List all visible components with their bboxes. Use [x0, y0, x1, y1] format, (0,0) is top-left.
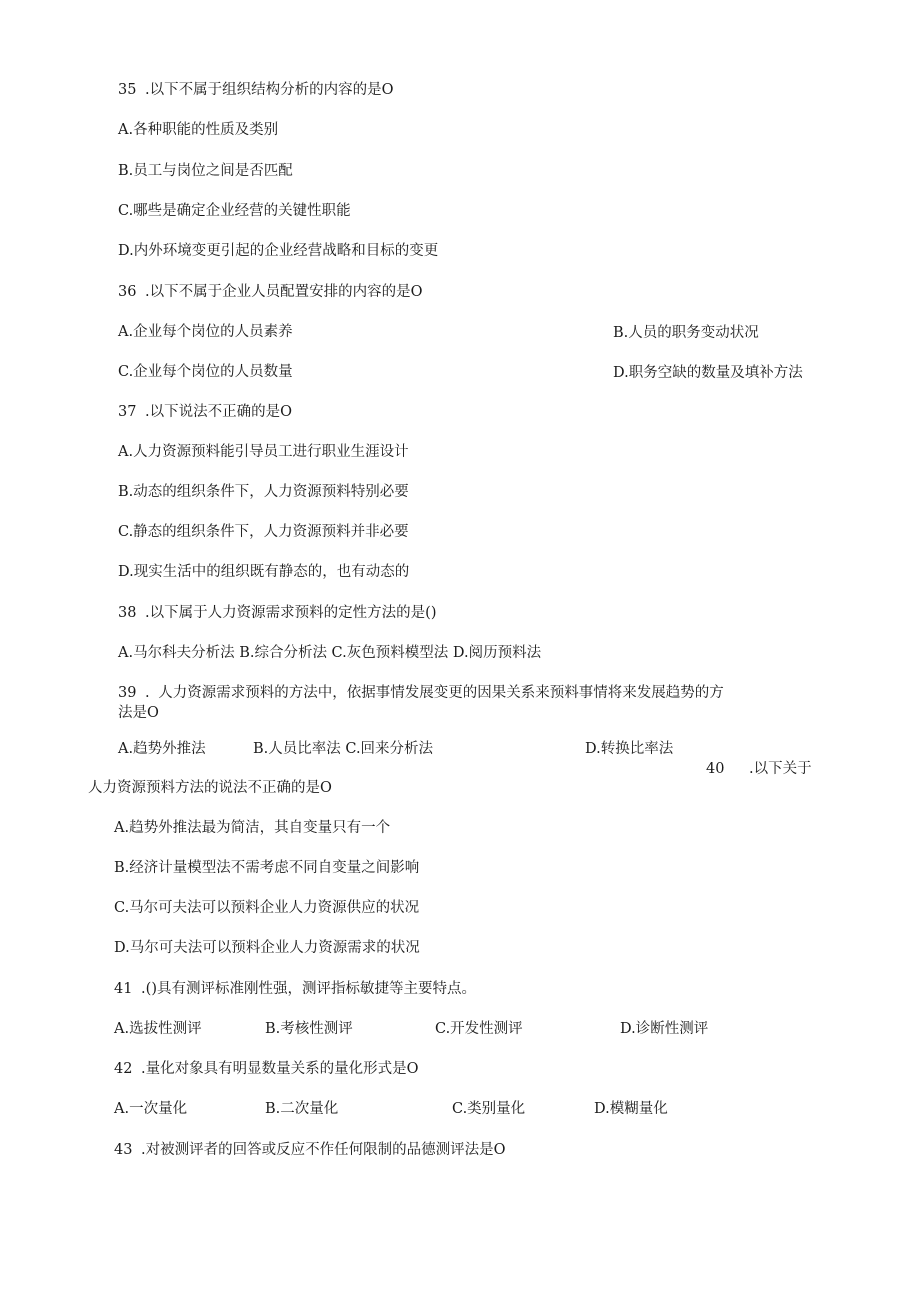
option-36-b: B.人员的职务变动状况 — [613, 325, 759, 341]
option-41-b: B.考核性测评 — [265, 1021, 353, 1037]
option-42-d: D.模糊量化 — [594, 1101, 668, 1117]
question-42: 42 .量化对象具有明显数量关系的量化形式是O — [114, 1061, 419, 1077]
question-40: 40 .以下关于 — [706, 761, 812, 777]
question-36: 36 .以下不属于企业人员配置安排的内容的是O — [118, 284, 423, 300]
question-43: 43 .对被测评者的回答或反应不作任何限制的品德测评法是O — [114, 1142, 506, 1158]
option-41-d: D.诊断性测评 — [620, 1021, 709, 1037]
question-39-continued: 法是O — [118, 705, 159, 721]
option-42-c: C.类别量化 — [452, 1101, 526, 1117]
options-38: A.马尔科夫分析法 B.综合分析法 C.灰色预料模型法 D.阅历预料法 — [118, 645, 542, 661]
option-40-d: D.马尔可夫法可以预料企业人力资源需求的状况 — [114, 940, 420, 956]
question-41: 41 .()具有测评标准刚性强，测评指标敏捷等主要特点。 — [114, 981, 476, 997]
option-39-d: D.转换比率法 — [585, 741, 674, 757]
option-40-a: A.趋势外推法最为简洁，其自变量只有一个 — [114, 820, 391, 836]
option-42-b: B.二次量化 — [265, 1101, 339, 1117]
option-36-c: C.企业每个岗位的人员数量 — [118, 364, 293, 380]
option-42-a: A.一次量化 — [114, 1101, 188, 1117]
option-40-b: B.经济计量模型法不需考虑不同自变量之间影响 — [114, 860, 420, 876]
option-35-c: C.哪些是确定企业经营的关键性职能 — [118, 203, 351, 219]
question-39: 39 . 人力资源需求预料的方法中，依据事情发展变更的因果关系来预料事情将来发展趋势的方 — [118, 685, 724, 701]
option-35-d: D.内外环境变更引起的企业经营战略和目标的变更 — [118, 243, 439, 259]
option-37-b: B.动态的组织条件下，人力资源预料特别必要 — [118, 484, 409, 500]
option-41-a: A.选拔性测评 — [114, 1021, 202, 1037]
option-37-c: C.静态的组织条件下，人力资源预料并非必要 — [118, 524, 409, 540]
question-37: 37 .以下说法不正确的是O — [118, 404, 293, 420]
option-35-b: B.员工与岗位之间是否匹配 — [118, 163, 293, 179]
option-37-a: A.人力资源预料能引导员工进行职业生涯设计 — [118, 444, 409, 460]
option-39-a: A.趋势外推法 — [118, 741, 206, 757]
option-36-a: A.企业每个岗位的人员素养 — [118, 324, 293, 340]
options-39-bc: B.人员比率法 C.回来分析法 — [253, 741, 434, 757]
option-36-d: D.职务空缺的数量及填补方法 — [613, 365, 803, 381]
option-35-a: A.各种职能的性质及类别 — [118, 122, 279, 138]
question-38: 38 .以下属于人力资源需求预料的定性方法的是() — [118, 605, 437, 621]
option-41-c: C.开发性测评 — [435, 1021, 523, 1037]
question-35: 35 .以下不属于组织结构分析的内容的是O — [118, 82, 394, 98]
option-40-c: C.马尔可夫法可以预料企业人力资源供应的状况 — [114, 900, 420, 916]
option-37-d: D.现实生活中的组织既有静态的，也有动态的 — [118, 564, 410, 580]
question-40-continued: 人力资源预料方法的说法不正确的是O — [88, 780, 332, 796]
